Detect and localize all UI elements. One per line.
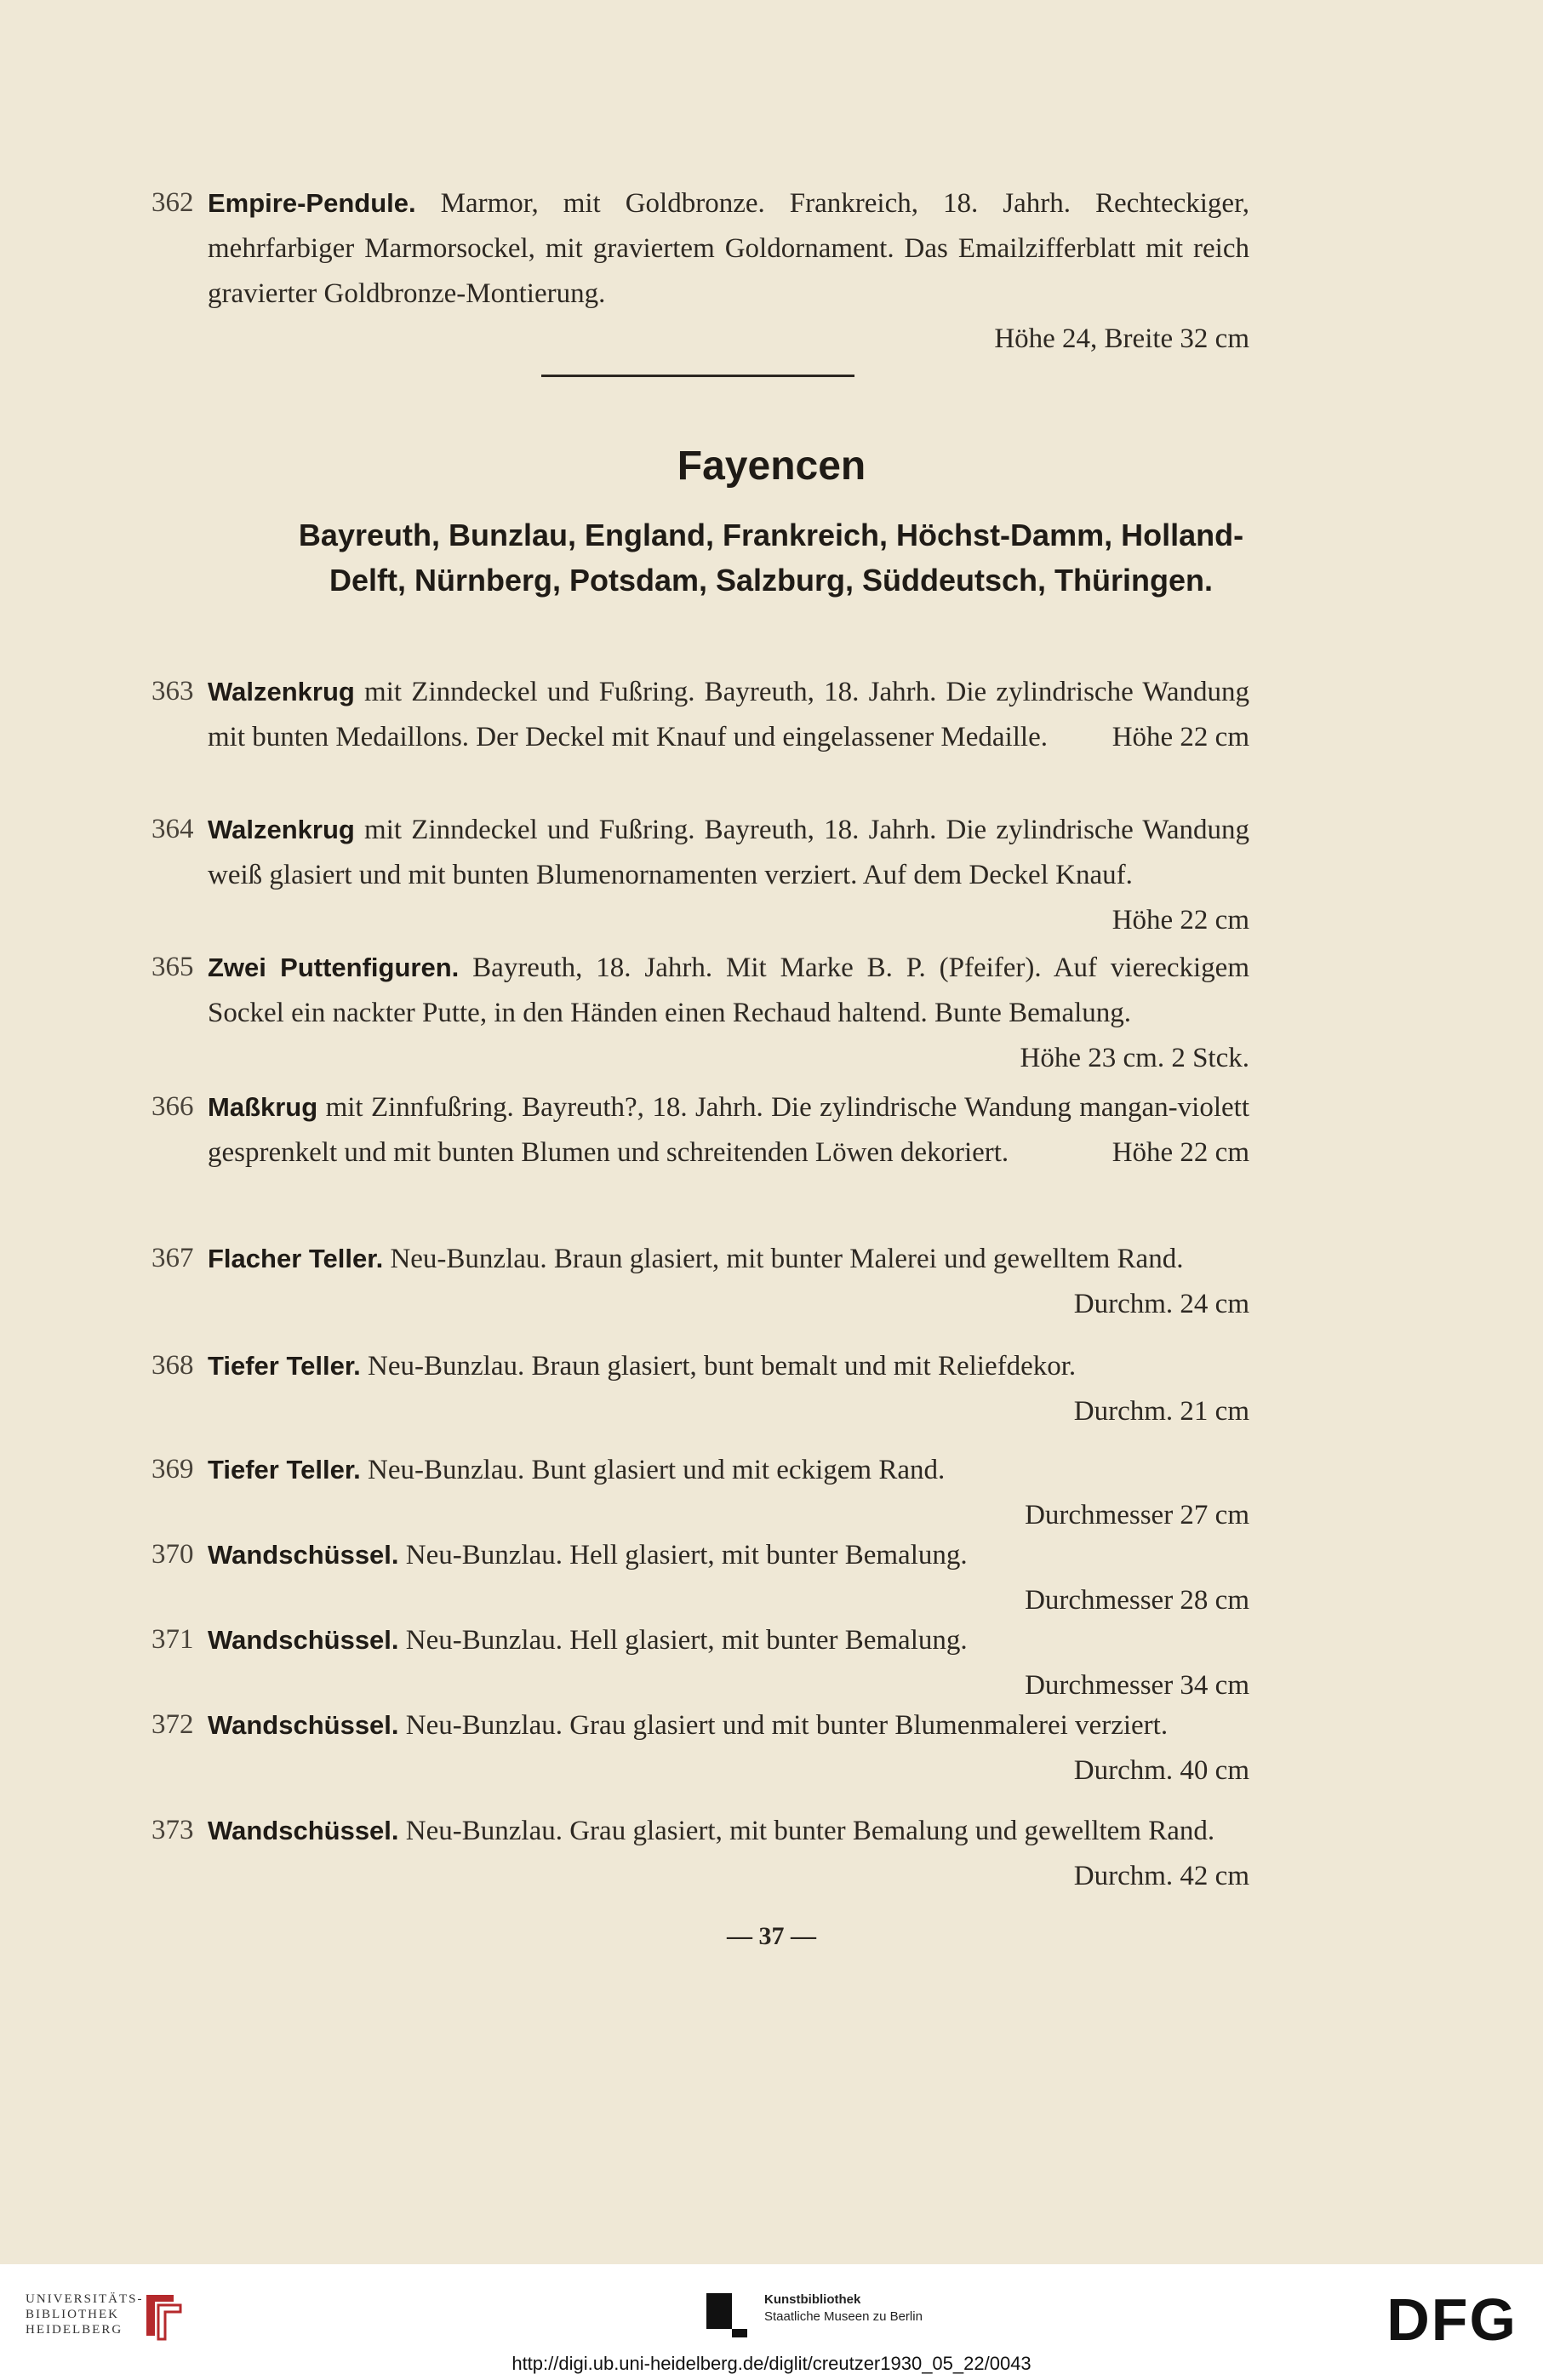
entry-title: Wandschüssel.	[208, 1625, 399, 1655]
catalog-entry-370	[151, 1532, 1249, 1623]
kunstbibliothek-title: Kunstbibliothek	[764, 2292, 861, 2307]
kunstbibliothek-logo-icon	[703, 2290, 751, 2341]
entry-number: 369	[151, 1454, 194, 1485]
entry-dimensions: Durchm. 42 cm	[1073, 1861, 1249, 1891]
catalog-entry-362	[151, 180, 1249, 362]
entry-title: Tiefer Teller.	[208, 1351, 361, 1381]
page-number: — 37 —	[727, 1922, 816, 1950]
entry-dimensions: Höhe 22 cm	[1112, 722, 1249, 752]
entry-number: 364	[151, 814, 194, 844]
entry-dimensions: Höhe 24, Breite 32 cm	[994, 323, 1249, 354]
catalog-entry-371	[151, 1617, 1249, 1708]
entry-dimensions: Durchmesser 28 cm	[1025, 1585, 1249, 1616]
entry-title: Tiefer Teller.	[208, 1455, 361, 1485]
university-library-label[interactable]: UNIVERSITÄTS-BIBLIOTHEK HEIDELBERG	[26, 2292, 144, 2337]
entry-dimensions: Durchm. 24 cm	[1073, 1289, 1249, 1319]
entry-text: mit Zinndeckel und Fußring. Bayreuth, 18. Jahrh. Die zylindrische Wandung mit bunten Medaillons. Der Deckel mit Knauf und eingelassener Medaille.	[208, 677, 1249, 752]
entry-dimensions: Höhe 22 cm	[1112, 905, 1249, 935]
entry-title: Wandschüssel.	[208, 1710, 399, 1740]
entry-number: 372	[151, 1709, 194, 1740]
entry-text: mit Zinnfußring. Bayreuth?, 18. Jahrh. Die zylindrische Wandung mangan-violett gesprenkelt und mit bunten Blumen und schreitenden Löwen dekoriert.	[208, 1092, 1249, 1168]
entry-number: 363	[151, 676, 194, 707]
entry-text: mit Zinndeckel und Fußring. Bayreuth, 18. Jahrh. Die zylindrische Wandung weiß glasiert und mit bunten Blumenornamenten verziert. Auf dem Deckel Knauf.	[208, 815, 1249, 890]
entry-dimensions: Durchmesser 27 cm	[1025, 1500, 1249, 1530]
dfg-logo[interactable]: DFG	[1386, 2286, 1517, 2353]
catalog-entry-372	[151, 1702, 1249, 1794]
entry-text: Neu-Bunzlau. Grau glasiert, mit bunter Bemalung und gewelltem Rand.	[398, 1816, 1215, 1846]
entry-number: 373	[151, 1815, 194, 1845]
entry-number: 368	[151, 1350, 194, 1381]
catalog-entry-367	[151, 1236, 1249, 1327]
entry-number: 370	[151, 1539, 194, 1570]
entry-number: 366	[151, 1091, 194, 1122]
entry-number: 362	[151, 187, 194, 218]
entry-dimensions: Durchm. 40 cm	[1073, 1755, 1249, 1786]
section-subtitle: Bayreuth, Bunzlau, England, Frankreich, Höchst-Damm, Holland-Delft, Nürnberg, Potsdam, Salzburg, Süddeutsch, Thüringen.	[298, 518, 1244, 598]
entry-text: Neu-Bunzlau. Hell glasiert, mit bunter Bemalung.	[398, 1540, 968, 1570]
entry-text: Neu-Bunzlau. Hell glasiert, mit bunter Bemalung.	[398, 1625, 968, 1656]
catalog-entry-364	[151, 807, 1249, 943]
entry-title: Maßkrug	[208, 1092, 318, 1122]
catalog-entry-363	[151, 669, 1249, 760]
entry-number: 371	[151, 1624, 194, 1655]
kunstbibliothek-label[interactable]	[764, 2291, 923, 2326]
entry-title: Walzenkrug	[208, 677, 355, 707]
entry-title: Wandschüssel.	[208, 1540, 399, 1570]
entry-text: Neu-Bunzlau. Bunt glasiert und mit eckigem Rand.	[360, 1455, 946, 1485]
entry-text: Bayreuth, 18. Jahrh. Mit Marke B. P. (Pfeifer). Auf viereckigem Sockel ein nackter Putte, in den Händen einen Rechaud haltend. Bunte Bemalung.	[208, 953, 1249, 1028]
entry-number: 365	[151, 952, 194, 982]
entry-title: Wandschüssel.	[208, 1816, 399, 1845]
entry-text: Neu-Bunzlau. Braun glasiert, bunt bemalt und mit Reliefdekor.	[360, 1351, 1077, 1382]
catalog-entry-373	[151, 1808, 1249, 1899]
entry-title: Zwei Puttenfiguren.	[208, 953, 460, 982]
catalog-entry-366	[151, 1084, 1249, 1176]
entry-text: Neu-Bunzlau. Braun glasiert, mit bunter Malerei und gewelltem Rand.	[383, 1244, 1184, 1274]
section-title: Fayencen	[677, 443, 866, 489]
university-logo-icon	[140, 2288, 187, 2343]
entry-title: Walzenkrug	[208, 815, 355, 844]
catalog-entry-368	[151, 1343, 1249, 1434]
catalog-entry-369	[151, 1447, 1249, 1538]
footer-bar	[0, 2264, 1543, 2380]
entry-title: Flacher Teller.	[208, 1244, 384, 1273]
entry-dimensions: Durchm. 21 cm	[1073, 1396, 1249, 1427]
entry-title: Empire-Pendule.	[208, 188, 416, 218]
entry-dimensions: Durchmesser 34 cm	[1025, 1670, 1249, 1701]
entry-number: 367	[151, 1243, 194, 1273]
entry-text: Marmor, mit Goldbronze. Frankreich, 18. Jahrh. Rechteckiger, mehrfarbiger Marmorsockel, mit graviertem Goldornament. Das Emailzifferblatt mit reich gravierter Goldbronze-Montierung.	[208, 188, 1249, 309]
kunstbibliothek-subtitle: Staatliche Museen zu Berlin	[764, 2309, 923, 2324]
section-divider	[541, 375, 854, 377]
entry-dimensions: Höhe 22 cm	[1112, 1137, 1249, 1168]
entry-text: Neu-Bunzlau. Grau glasiert und mit bunter Blumenmalerei verziert.	[398, 1710, 1169, 1741]
catalog-entry-365	[151, 945, 1249, 1081]
permalink-url[interactable]: http://digi.ub.uni-heidelberg.de/diglit/creutzer1930_05_22/0043	[511, 2353, 1032, 2374]
entry-dimensions: Höhe 23 cm. 2 Stck.	[1020, 1043, 1249, 1073]
